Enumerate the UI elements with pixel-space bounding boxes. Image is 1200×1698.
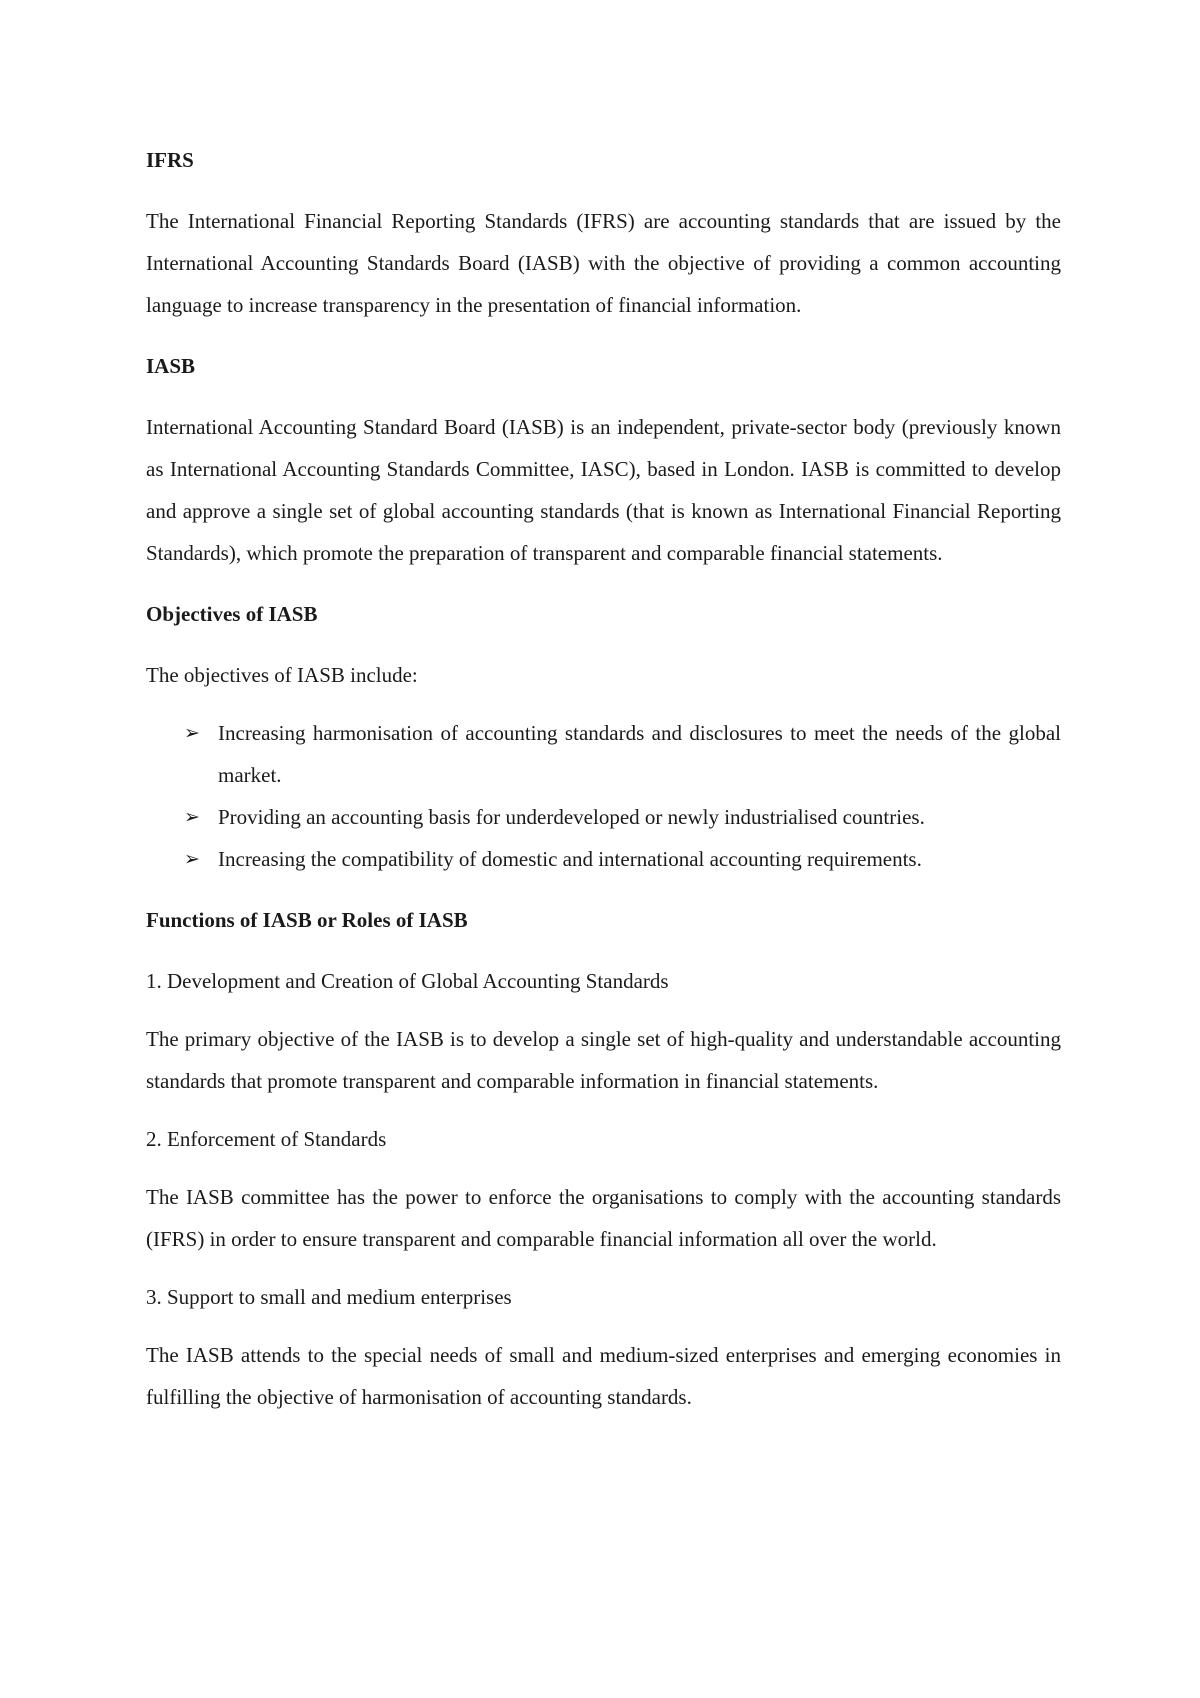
arrow-bullet-icon: ➢ <box>184 848 200 870</box>
heading-ifrs: IFRS <box>146 148 194 172</box>
heading-objectives: Objectives of IASB <box>146 602 318 626</box>
list-item <box>146 838 1061 880</box>
heading-iasb: IASB <box>146 354 196 378</box>
list-item-text: Increasing the compatibility of domestic and international accounting requirements. <box>218 847 922 871</box>
function-text: The primary objective of the IASB is to develop a single set of high-quality and understandable accounting standards that promote transparent and comparable information in financial statements. <box>146 1027 1061 1093</box>
arrow-bullet-icon: ➢ <box>184 722 200 744</box>
objectives-intro: The objectives of IASB include: <box>146 663 418 687</box>
paragraph-ifrs: The International Financial Reporting Standards (IFRS) are accounting standards that are issued by the International Accounting Standards Board (IASB) with the objective of providing a common accounting language to increase transparency in the presentation of financial information. <box>146 209 1061 317</box>
list-item <box>146 712 1061 796</box>
function-title: 1. Development and Creation of Global Accounting Standards <box>146 969 669 993</box>
function-title: 2. Enforcement of Standards <box>146 1127 387 1151</box>
objectives-list <box>146 712 1061 880</box>
paragraph-iasb: International Accounting Standard Board (IASB) is an independent, private-sector body (previously known as International Accounting Standards Committee, IASC), based in London. IASB is committed to develop and approve a single set of global accounting standards (that is known as International Financial Reporting Standards), which promote the preparation of transparent and comparable financial statements. <box>146 415 1061 565</box>
list-item-text: Providing an accounting basis for underdeveloped or newly industrialised countries. <box>218 805 925 829</box>
heading-functions: Functions of IASB or Roles of IASB <box>146 908 468 932</box>
function-text: The IASB committee has the power to enforce the organisations to comply with the accounting standards (IFRS) in order to ensure transparent and comparable financial information all over the world. <box>146 1185 1061 1251</box>
arrow-bullet-icon: ➢ <box>184 806 200 828</box>
function-title: 3. Support to small and medium enterprises <box>146 1285 512 1309</box>
function-text: The IASB attends to the special needs of small and medium-sized enterprises and emerging economies in fulfilling the objective of harmonisation of accounting standards. <box>146 1343 1061 1409</box>
list-item-text: Increasing harmonisation of accounting standards and disclosures to meet the needs of the global market. <box>218 721 1061 787</box>
list-item <box>146 796 1061 838</box>
